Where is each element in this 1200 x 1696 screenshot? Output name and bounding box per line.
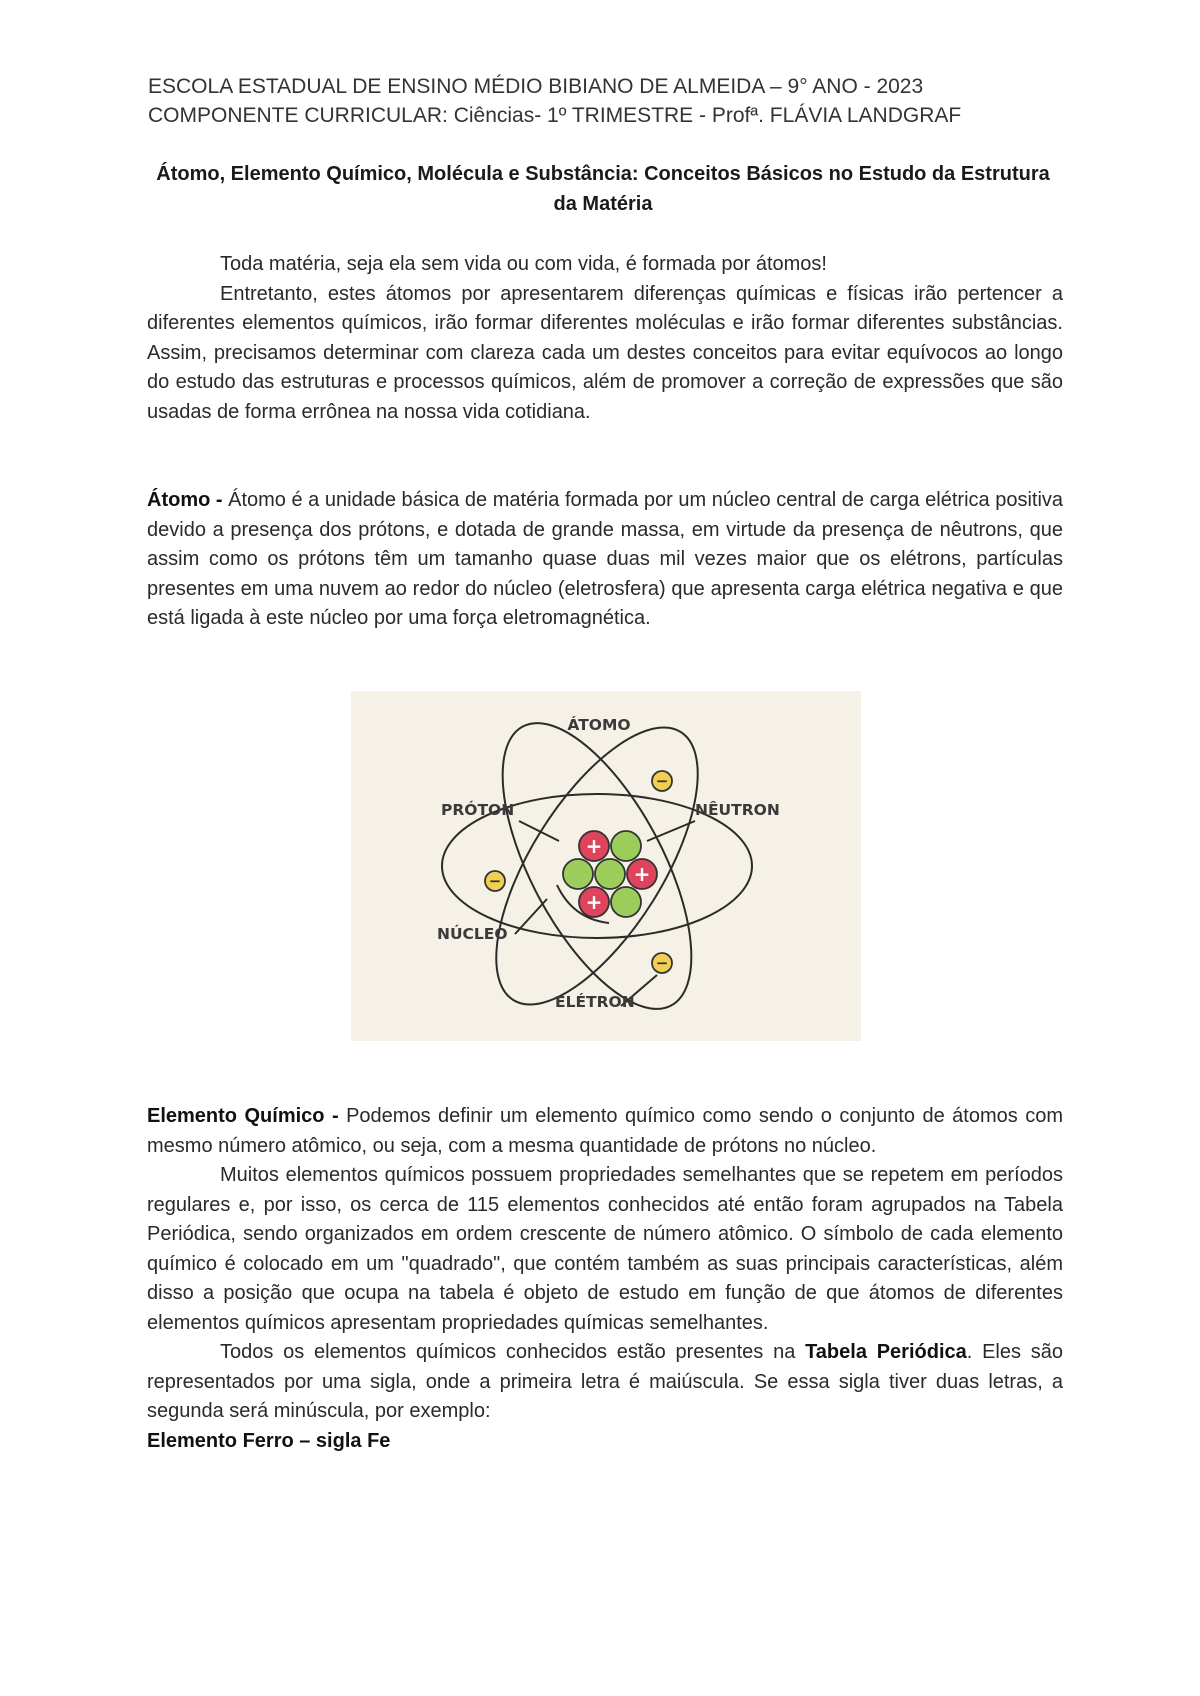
atom-section: [147, 486, 1063, 634]
electron-minus-sign: −: [655, 772, 669, 790]
neutron-particle: [595, 859, 625, 889]
label-electron: ELÉTRON: [555, 993, 635, 1011]
proton-plus-sign: +: [585, 890, 603, 914]
diagram-title: ÁTOMO: [567, 716, 631, 734]
element-definition: Podemos definir um elemento químico como sendo o conjunto de átomos com mesmo número atômico, ou seja, com a mesma quantidade de prótons no núcleo.: [147, 1105, 1063, 1157]
intro-paragraph-2: Entretanto, estes átomos por apresentarem diferenças químicas e físicas irão pertencer a diferentes elementos químicos, irão formar diferentes moléculas e irão formar diferentes substâncias. Assim, precisamos determinar com clareza cada um destes conceitos para evitar equívocos ao longo do estudo das estruturas e processos químicos, além de promover a correção de expressões que são usadas de forma errônea na nossa vida cotidiana.: [147, 282, 1063, 423]
element-paragraph-1: [147, 1102, 1063, 1161]
label-proton: PRÓTON: [441, 801, 515, 819]
intro-paragraph-1: Toda matéria, seja ela sem vida ou com vida, é formada por átomos!: [220, 253, 827, 275]
school-header: [148, 72, 1068, 130]
neutron-particle: [611, 831, 641, 861]
element-paragraph-3-text-end: . Eles são representados por uma sigla, onde a primeira letra é maiúscula. Se essa sigla tiver duas letras, a segunda será minúscula, por exemplo:: [147, 1341, 1063, 1422]
label-nucleus: NÚCLEO: [437, 925, 508, 943]
periodic-table-term: Tabela Periódica: [805, 1341, 967, 1363]
electron-minus-sign: −: [655, 954, 669, 972]
element-paragraph-2: Muitos elementos químicos possuem propriedades semelhantes que se repetem em períodos regulares e, por isso, os cerca de 115 elementos conhecidos até então foram agrupados na Tabela Periódica, sendo organizados em ordem crescente de número atômico. O símbolo de cada elemento químico é colocado em um "quadrado", que contém também as suas principais características, além disso a posição que ocupa na tabela é objeto de estudo em função de que átomos de diferentes elementos químicos apresentam propriedades químicas semelhantes.: [147, 1164, 1063, 1334]
atom-diagram: [351, 691, 861, 1041]
proton-plus-sign: +: [585, 834, 603, 858]
header-school-line: ESCOLA ESTADUAL DE ENSINO MÉDIO BIBIANO DE ALMEIDA – 9° ANO - 2023: [148, 75, 924, 98]
proton-leader-line: [519, 821, 559, 841]
atom-definition: Átomo é a unidade básica de matéria formada por um núcleo central de carga elétrica positiva devido a presença dos prótons, e dotada de grande massa, em virtude da presença de nêutrons, que assim como os prótons têm um tamanho quase duas mil vezes maior que os elétrons, partículas presentes em uma nuvem ao redor do núcleo (eletrosfera) que apresenta carga elétrica negativa e que está ligada à este núcleo por uma força eletromagnética.: [147, 489, 1064, 629]
iron-example: [147, 1427, 1063, 1457]
neutron-particle: [563, 859, 593, 889]
document-title: Átomo, Elemento Químico, Molécula e Substância: Conceitos Básicos no Estudo da Estrutura da Matéria: [156, 163, 1050, 215]
element-paragraph-3-text: Todos os elementos químicos conhecidos estão presentes na: [220, 1341, 806, 1363]
iron-example-text: Elemento Ferro – sigla Fe: [147, 1429, 391, 1452]
element-paragraph-3: [147, 1338, 1063, 1427]
label-neutron: NÊUTRON: [695, 801, 780, 819]
intro-section: [147, 250, 1063, 427]
neutron-particle: [611, 887, 641, 917]
element-term: Elemento Químico -: [147, 1105, 339, 1127]
nucleus-leader-line: [515, 899, 547, 934]
proton-plus-sign: +: [633, 862, 651, 886]
element-section: [147, 1102, 1063, 1456]
atom-term: Átomo -: [147, 489, 223, 511]
electron-minus-sign: −: [488, 872, 502, 890]
header-course-line: COMPONENTE CURRICULAR: Ciências- 1º TRIMESTRE - Profª. FLÁVIA LANDGRAF: [148, 104, 962, 127]
